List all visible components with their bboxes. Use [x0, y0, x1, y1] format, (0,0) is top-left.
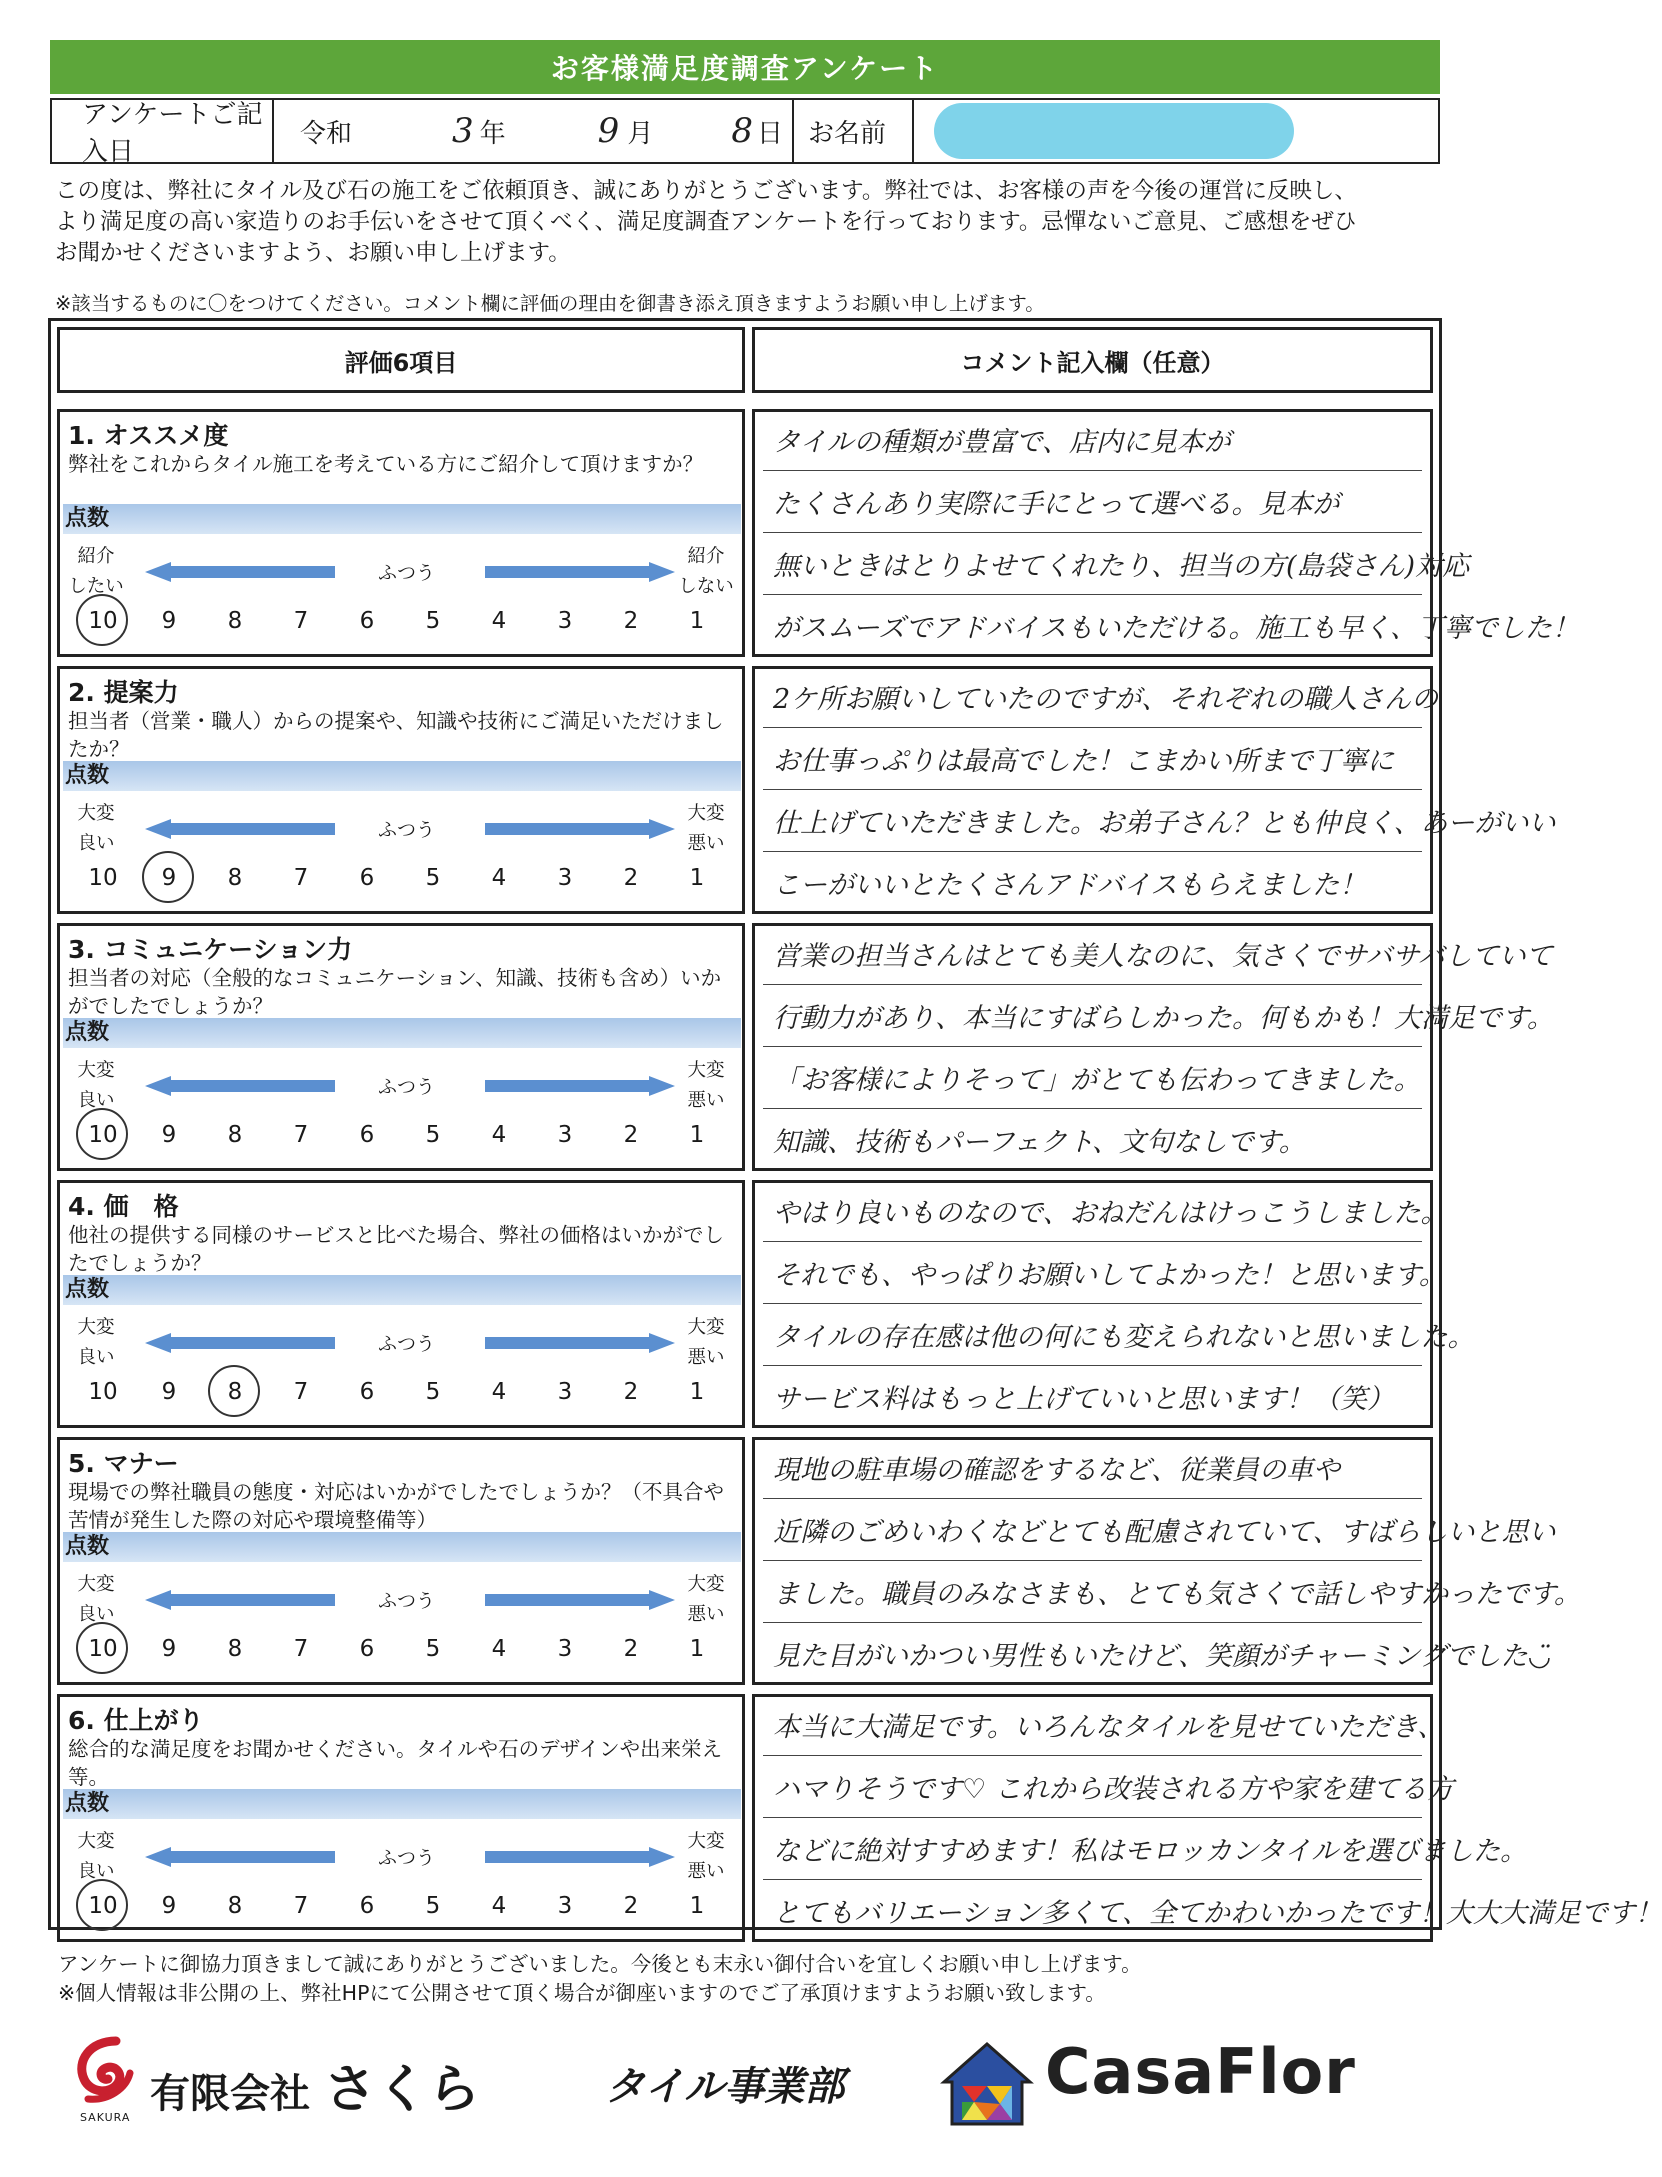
score-scale: [70, 1636, 730, 1662]
scale-number[interactable]: 1: [689, 865, 705, 891]
selected-score-circle: [76, 1108, 128, 1160]
comment-line: ました。職員のみなさまも、とても気さくで話しやすかったです。: [773, 1579, 1581, 1610]
intro-line: より満足度の高い家造りのお手伝いをさせて頂くべく、満足度調査アンケートを行っております。忌憚ないご意見、ご感想をぜひ: [55, 209, 1357, 235]
arrow-left-icon: [145, 1590, 335, 1610]
neutral-label: ふつう: [378, 819, 436, 841]
comment-line: 近隣のごめいわくなどとても配慮されていて、すばらしいと思い: [773, 1517, 1556, 1548]
positive-label: 大変 良い: [77, 803, 115, 854]
ruled-line: [763, 984, 1422, 985]
arrow-left-icon: [145, 562, 335, 582]
comment-line: 見た目がいかつい男性もいたけど、笑顔がチャーミングでした◡̈: [773, 1641, 1552, 1672]
scale-number[interactable]: 7: [293, 1893, 309, 1919]
arrow-right-icon: [485, 1076, 675, 1096]
comment-line: タイルの存在感は他の何にも変えられないと思いました。: [773, 1322, 1475, 1353]
section-question: 総合的な満足度をお聞かせください。タイルや石のデザインや出来栄え等。: [68, 1737, 723, 1789]
closing-line: アンケートに御協力頂きまして誠にありがとうございました。今後とも末永い御付合いを宜しくお願い申し上げます。: [58, 1952, 1142, 1976]
comment-line: それでも、やっぱりお願いしてよかった！と思います。: [773, 1260, 1446, 1291]
scale-number[interactable]: 4: [491, 1893, 507, 1919]
scale-number[interactable]: 6: [359, 1893, 375, 1919]
score-scale: [70, 608, 730, 634]
comment-line: 無いときはとりよせてくれたり、担当の方(島袋さん)対応: [773, 551, 1470, 582]
date-label: アンケートご記入日: [82, 100, 263, 167]
scale-number[interactable]: 4: [491, 608, 507, 634]
intro-line: お聞かせくださいますよう、お願い申し上げます。: [55, 240, 571, 266]
scale-number[interactable]: 10: [70, 1122, 136, 1148]
date-label-cell: [52, 100, 274, 167]
scale-number[interactable]: 8: [227, 608, 243, 634]
comment-line: お仕事っぷりは最高でした！こまかい所まで丁寧に: [773, 746, 1394, 777]
arrow-right-icon: [485, 819, 675, 839]
positive-label: 大変 良い: [77, 1574, 115, 1625]
selected-score-circle: [208, 1365, 260, 1417]
scale-number[interactable]: 1: [689, 608, 705, 634]
neutral-label: ふつう: [378, 1076, 436, 1098]
scale-number[interactable]: 10: [88, 865, 118, 891]
scale-number[interactable]: 8: [227, 1122, 243, 1148]
section-title: 2. 提案力: [68, 678, 179, 707]
rating-section: [57, 1694, 1662, 1942]
rating-section: [57, 1180, 1475, 1428]
rating-section: [57, 923, 1554, 1171]
intro-text: [55, 176, 1445, 269]
negative-label: 大変 悪い: [687, 1060, 725, 1111]
ruled-line: [763, 1303, 1422, 1304]
scale-number[interactable]: 7: [293, 608, 309, 634]
arrow-right-icon: [485, 1847, 675, 1867]
rating-box: [57, 409, 745, 657]
score-label-bar: 点数: [63, 1532, 741, 1562]
brand-logo: [1045, 2035, 1356, 2108]
scale-number[interactable]: 9: [136, 865, 202, 891]
section-title: 4. 価 格: [68, 1192, 179, 1221]
comment-line: サービス料はもっと上げていいと思います！（笑）: [773, 1384, 1394, 1415]
scale-number[interactable]: 10: [88, 1379, 118, 1405]
scale-number[interactable]: 4: [491, 865, 507, 891]
ruled-line: [763, 1365, 1422, 1366]
neutral-label: ふつう: [378, 562, 436, 584]
house-logo-icon: [940, 2040, 1035, 2128]
rating-box: [57, 1180, 745, 1428]
section-question: 他社の提供する同様のサービスと比べた場合、弊社の価格はいかがでしたでしょうか？: [68, 1223, 724, 1275]
scale-number[interactable]: 2: [623, 608, 639, 634]
scale-number[interactable]: 4: [491, 1636, 507, 1662]
rating-section: [57, 409, 1579, 657]
scale-number[interactable]: 3: [557, 1636, 573, 1662]
scale-number[interactable]: 5: [425, 1122, 441, 1148]
selected-score-circle: [76, 594, 128, 646]
privacy-note: ※個人情報は非公開の上、弊社HPにて公開させて頂く場合が御座いますのでご了承頂けますようお願い致します。: [58, 1981, 1106, 2005]
scale-number[interactable]: 9: [161, 1379, 177, 1405]
scale-number[interactable]: 7: [293, 865, 309, 891]
scale-number[interactable]: 9: [161, 1893, 177, 1919]
month-value: 9: [597, 111, 620, 151]
score-label-bar: 点数: [63, 1275, 741, 1305]
scale-number[interactable]: 6: [359, 1379, 375, 1405]
ruled-line: [763, 1046, 1422, 1047]
closing-text: [58, 1950, 1448, 2008]
ruled-line: [763, 594, 1422, 595]
day-value: 8: [731, 111, 753, 151]
ruled-line: [763, 1241, 1422, 1242]
name-label: お名前: [808, 118, 887, 149]
ruled-line: [763, 470, 1422, 471]
month-unit: 月: [627, 118, 654, 149]
positive-label: 大変 良い: [77, 1317, 115, 1368]
scale-number[interactable]: 3: [557, 608, 573, 634]
scale-number[interactable]: 6: [359, 865, 375, 891]
scale-number[interactable]: 3: [557, 1379, 573, 1405]
neutral-label: ふつう: [378, 1847, 436, 1869]
arrow-left-icon: [145, 1847, 335, 1867]
name-label-cell: [794, 100, 914, 162]
ruled-line: [763, 532, 1422, 533]
section-question: 担当者の対応（全般的なコミュニケーション、知識、技術も含め）いかがでしたでしょうか？: [68, 966, 722, 1018]
ruled-line: [763, 1498, 1422, 1499]
scale-number[interactable]: 10: [70, 608, 136, 634]
section-title: 3. コミュニケーション力: [68, 935, 353, 964]
positive-label: 大変 良い: [77, 1831, 115, 1882]
neutral-label: ふつう: [378, 1333, 436, 1355]
scale-number[interactable]: 10: [70, 1636, 136, 1662]
section-question: 弊社をこれからタイル施工を考えている方にご紹介して頂けますか？: [68, 452, 704, 476]
negative-label: 大変 悪い: [687, 1574, 725, 1625]
scale-number[interactable]: 10: [70, 1893, 136, 1919]
scale-number[interactable]: 8: [227, 1893, 243, 1919]
comment-line: たくさんあり実際に手にとって選べる。見本が: [773, 489, 1340, 520]
negative-label: 大変 悪い: [687, 1831, 725, 1882]
scale-number[interactable]: 5: [425, 1893, 441, 1919]
comment-line: 2ケ所お願いしていたのですが、それぞれの職人さんの: [773, 684, 1439, 715]
scale-number[interactable]: 9: [161, 608, 177, 634]
arrow-left-icon: [145, 819, 335, 839]
scale-number[interactable]: 9: [161, 1636, 177, 1662]
scale-number[interactable]: 7: [293, 1379, 309, 1405]
rating-box: [57, 1694, 745, 1942]
instruction-note: ※該当するものに〇をつけてください。コメント欄に評価の理由を御書き添え頂きますようお願い申し上げます。: [55, 292, 1045, 315]
scale-number[interactable]: 7: [293, 1636, 309, 1662]
redacted-name: [934, 103, 1294, 159]
comment-box: [752, 409, 1579, 657]
rating-box: [57, 923, 745, 1171]
comment-box: [752, 1694, 1662, 1942]
scale-number[interactable]: 2: [623, 1379, 639, 1405]
ruled-line: [763, 1108, 1422, 1109]
company-prefix: 有限会社: [150, 2071, 310, 2117]
logo-caption: SAKURA: [80, 2111, 131, 2124]
comment-line: こーがいいとたくさんアドバイスもらえました！: [773, 870, 1367, 901]
ruled-line: [763, 1622, 1422, 1623]
scale-number[interactable]: 2: [623, 1893, 639, 1919]
arrow-right-icon: [485, 562, 675, 582]
selected-score-circle: [76, 1622, 128, 1674]
survey-table: [48, 318, 1662, 1930]
comment-line: 「お客様によりそって」がとても伝わってきました。: [773, 1065, 1421, 1096]
rating-box: [57, 1437, 745, 1685]
scale-number[interactable]: 1: [689, 1122, 705, 1148]
arrow-left-icon: [145, 1333, 335, 1353]
section-title: 6. 仕上がり: [68, 1706, 204, 1735]
comment-box: [752, 666, 1556, 914]
right-column-header: コメント記入欄（任意）: [752, 327, 1433, 393]
scale-number[interactable]: 5: [425, 865, 441, 891]
scale-number[interactable]: 5: [425, 1636, 441, 1662]
left-column-header: 評価6項目: [57, 327, 745, 393]
rating-section: [57, 1437, 1581, 1685]
scale-number[interactable]: 6: [359, 1122, 375, 1148]
sakura-logo-icon: [68, 2035, 138, 2105]
section-title: 1. オススメ度: [68, 421, 229, 450]
scale-number[interactable]: 1: [689, 1379, 705, 1405]
rating-section: [57, 666, 1556, 914]
scale-number[interactable]: 5: [425, 608, 441, 634]
comment-line: とてもバリエーション多くて、全てかわいかったです！大大大満足です！: [773, 1898, 1662, 1929]
arrow-left-icon: [145, 1076, 335, 1096]
comment-box: [752, 1180, 1475, 1428]
comment-line: 知識、技術もパーフェクト、文句なしです。: [773, 1127, 1306, 1158]
brand-name: CasaFlor: [1045, 2035, 1356, 2108]
selected-score-circle: [76, 1879, 128, 1931]
day-unit: 日: [756, 118, 783, 149]
comment-line: ハマりそうです♡ これから改装される方や家を建てる方: [773, 1774, 1454, 1805]
scale-number[interactable]: 3: [557, 865, 573, 891]
name-value-cell: [914, 100, 1438, 162]
year-value: 3: [452, 111, 474, 151]
score-label-bar: 点数: [63, 1789, 741, 1819]
company-main-name: さくら: [323, 2060, 480, 2120]
ruled-line: [763, 1817, 1422, 1818]
section-question: 担当者（営業・職人）からの提案や、知識や技術にご満足いただけましたか？: [68, 709, 724, 761]
ruled-line: [763, 727, 1422, 728]
score-label-bar: 点数: [63, 504, 741, 534]
scale-number[interactable]: 3: [557, 1893, 573, 1919]
scale-number[interactable]: 4: [491, 1122, 507, 1148]
scale-number[interactable]: 6: [359, 608, 375, 634]
arrow-right-icon: [485, 1333, 675, 1353]
selected-score-circle: [142, 851, 194, 903]
date-name-row: [50, 98, 1440, 167]
comment-line: タイルの種類が豊富で、店内に見本が: [773, 427, 1231, 458]
section-question: 現場での弊社職員の態度・対応はいかがでしたでしょうか？（不具合や苦情が発生した際の対応や環境整備等）: [68, 1480, 724, 1532]
score-label-bar: 点数: [63, 761, 741, 791]
ruled-line: [763, 1879, 1422, 1880]
comment-line: などに絶対すすめます！私はモロッカンタイルを選びました。: [773, 1836, 1528, 1867]
scale-number[interactable]: 6: [359, 1636, 375, 1662]
footer: [50, 2035, 1450, 2145]
ruled-line: [763, 1560, 1422, 1561]
score-scale: [70, 1893, 730, 1919]
scale-number[interactable]: 3: [557, 1122, 573, 1148]
scale-number[interactable]: 2: [623, 1122, 639, 1148]
scale-number[interactable]: 9: [161, 1122, 177, 1148]
scale-number[interactable]: 8: [202, 1379, 268, 1405]
comment-line: 営業の担当さんはとても美人なのに、気さくでサバサバしていて: [773, 941, 1553, 972]
scale-number[interactable]: 2: [623, 865, 639, 891]
negative-label: 紹介 しない: [678, 546, 734, 597]
scale-number[interactable]: 8: [227, 865, 243, 891]
survey-title: お客様満足度調査アンケート: [50, 40, 1440, 94]
comment-line: 仕上げていただきました。お弟子さん？とも仲良く、あーがいい: [773, 808, 1556, 839]
score-scale: [70, 865, 730, 891]
comment-line: やはり良いものなので、おねだんはけっこうしました。: [773, 1198, 1448, 1229]
ruled-line: [763, 1755, 1422, 1756]
division-name: タイル事業部: [605, 2064, 845, 2110]
scale-number[interactable]: 1: [689, 1636, 705, 1662]
comment-line: 行動力があり、本当にすばらしかった。何もかも！大満足です。: [773, 1003, 1554, 1034]
scale-number[interactable]: 4: [491, 1379, 507, 1405]
comment-box: [752, 1437, 1581, 1685]
score-scale: [70, 1379, 730, 1405]
ruled-line: [763, 851, 1422, 852]
ruled-line: [763, 789, 1422, 790]
score-scale: [70, 1122, 730, 1148]
scale-number[interactable]: 7: [293, 1122, 309, 1148]
positive-label: 大変 良い: [77, 1060, 115, 1111]
negative-label: 大変 悪い: [687, 1317, 725, 1368]
comment-line: 本当に大満足です。いろんなタイルを見せていただき、: [773, 1712, 1445, 1743]
scale-number[interactable]: 2: [623, 1636, 639, 1662]
arrow-right-icon: [485, 1590, 675, 1610]
negative-label: 大変 悪い: [687, 803, 725, 854]
comment-line: がスムーズでアドバイスもいただける。施工も早く、丁寧でした！: [773, 613, 1579, 644]
score-label-bar: 点数: [63, 1018, 741, 1048]
neutral-label: ふつう: [378, 1590, 436, 1612]
year-unit: 年: [479, 118, 506, 149]
scale-number[interactable]: 8: [227, 1636, 243, 1662]
scale-number[interactable]: 5: [425, 1379, 441, 1405]
company-name: [150, 2047, 480, 2122]
comment-box: [752, 923, 1554, 1171]
date-value-cell: [274, 100, 794, 162]
rating-box: [57, 666, 745, 914]
intro-line: この度は、弊社にタイル及び石の施工をご依頼頂き、誠にありがとうございます。弊社では、お客様の声を今後の運営に反映し、: [55, 178, 1357, 204]
comment-line: 現地の駐車場の確認をするなど、従業員の車や: [773, 1455, 1340, 1486]
section-title: 5. マナー: [68, 1449, 179, 1478]
positive-label: 紹介 したい: [68, 546, 124, 597]
era-label: 令和: [300, 118, 353, 149]
scale-number[interactable]: 1: [689, 1893, 705, 1919]
